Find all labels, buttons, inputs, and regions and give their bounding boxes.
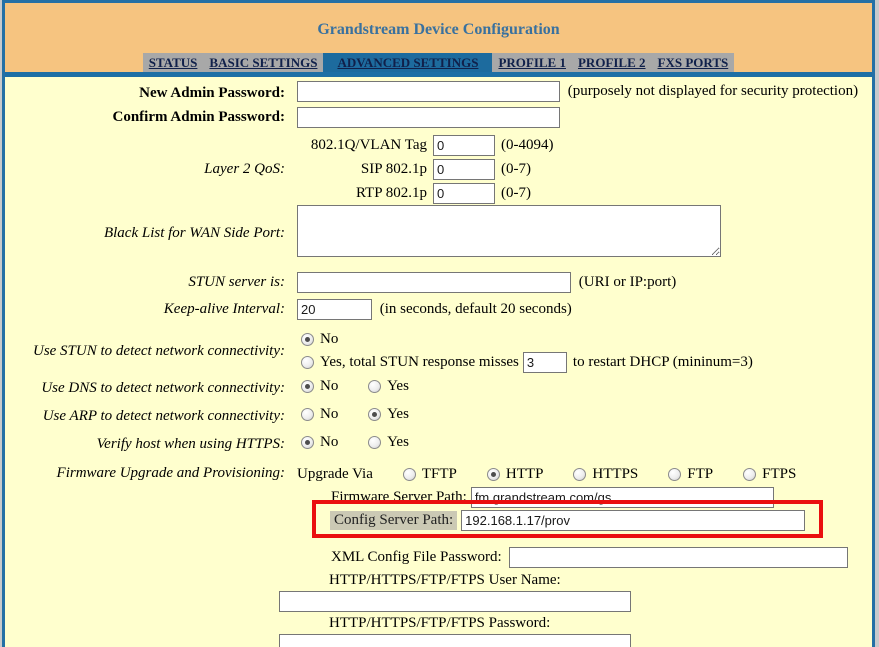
xml-config-password-field — [289, 547, 872, 568]
new-admin-password-row — [5, 81, 872, 102]
stun-server-label: STUN server is: — [188, 274, 285, 290]
sip-8021p-hint: (0-7) — [501, 161, 531, 177]
radio-icon[interactable] — [668, 468, 681, 481]
stun-server-input[interactable] — [297, 272, 571, 293]
use-stun-yes-suffix: to restart DHCP (mininum=3) — [572, 354, 753, 370]
upgrade-via-ftp-option[interactable] — [668, 466, 713, 483]
xml-config-password-input[interactable] — [509, 547, 848, 568]
upgrade-via-https-label: HTTPS — [592, 465, 639, 482]
http-password-field — [289, 615, 872, 647]
rtp-8021p-subrow — [297, 183, 860, 204]
confirm-admin-password-field — [289, 107, 872, 128]
rtp-8021p-label: RTP 802.1p — [355, 185, 427, 201]
upgrade-via-http-option[interactable] — [487, 466, 544, 483]
keep-alive-field — [289, 299, 872, 320]
use-dns-no-option[interactable] — [301, 378, 338, 395]
use-arp-row — [5, 406, 872, 426]
http-password-row — [5, 615, 872, 647]
vlan-tag-hint: (0-4094) — [501, 137, 554, 153]
http-username-input[interactable] — [279, 591, 631, 612]
layer2-qos-row — [5, 135, 872, 204]
verify-host-yes-option[interactable] — [368, 434, 409, 451]
keep-alive-input[interactable] — [297, 299, 372, 320]
use-stun-no-label: No — [320, 331, 339, 347]
xml-config-password-row — [5, 547, 872, 568]
sip-8021p-input[interactable] — [433, 159, 495, 180]
page-header — [5, 3, 872, 72]
verify-host-no-label: No — [320, 434, 339, 450]
http-password-input[interactable] — [279, 634, 631, 647]
use-stun-yes-line — [297, 352, 860, 373]
sip-8021p-label: SIP 802.1p — [360, 161, 427, 177]
advanced-settings-form — [5, 77, 872, 647]
upgrade-via-https-option[interactable] — [573, 466, 638, 483]
black-list-field — [289, 205, 872, 262]
radio-icon[interactable] — [368, 380, 381, 393]
use-stun-label: Use STUN to detect network connectivity: — [32, 342, 285, 359]
confirm-admin-password-label: Confirm Admin Password: — [112, 109, 285, 125]
radio-icon[interactable] — [301, 356, 314, 369]
use-stun-no-line — [297, 329, 860, 350]
tab-bar-wrap — [5, 53, 872, 72]
new-admin-password-field — [289, 81, 872, 102]
stun-server-hint: (URI or IP:port) — [578, 273, 677, 290]
upgrade-via-label: Upgrade Via — [297, 465, 373, 482]
tab-profile-2[interactable]: PROFILE 2 — [577, 54, 646, 70]
tab-fxs-ports[interactable]: FXS PORTS — [657, 54, 729, 70]
verify-host-field — [289, 434, 872, 454]
verify-host-label: Verify host when using HTTPS: — [96, 435, 285, 452]
radio-icon[interactable] — [573, 468, 586, 481]
http-username-label: HTTP/HTTPS/FTP/FTPS User Name: — [329, 572, 561, 588]
use-stun-row — [5, 329, 872, 373]
layer2-qos-label: Layer 2 QoS: — [204, 161, 285, 177]
xml-config-password-label: XML Config File Password: — [331, 548, 502, 565]
radio-icon[interactable] — [301, 436, 314, 449]
sip-8021p-subrow — [297, 159, 860, 180]
firmware-upgrade-label: Firmware Upgrade and Provisioning: — [56, 465, 285, 481]
use-stun-yes-option[interactable] — [301, 354, 519, 371]
keep-alive-label: Keep-alive Interval: — [163, 301, 285, 317]
radio-icon[interactable] — [368, 408, 381, 421]
http-password-label: HTTP/HTTPS/FTP/FTPS Password: — [329, 615, 551, 631]
rtp-8021p-hint: (0-7) — [501, 185, 531, 201]
verify-host-no-option[interactable] — [301, 434, 338, 451]
radio-icon[interactable] — [403, 468, 416, 481]
new-admin-password-label: New Admin Password: — [139, 85, 285, 101]
use-stun-field — [289, 329, 872, 373]
use-arp-label: Use ARP to detect network connectivity: — [42, 407, 285, 424]
use-dns-yes-option[interactable] — [368, 378, 409, 395]
vlan-tag-label: 802.1Q/VLAN Tag — [310, 137, 427, 153]
tab-basic-settings[interactable]: BASIC SETTINGS — [209, 54, 318, 70]
use-arp-yes-option[interactable] — [368, 406, 409, 423]
use-stun-no-option[interactable] — [301, 331, 338, 348]
firmware-server-path-label: Firmware Server Path: — [331, 488, 467, 505]
tab-bar — [143, 53, 734, 72]
layer2-qos-field — [289, 135, 872, 204]
stun-misses-input[interactable] — [523, 352, 567, 373]
confirm-admin-password-input[interactable] — [297, 107, 560, 128]
http-username-row — [5, 572, 872, 612]
keep-alive-hint: (in seconds, default 20 seconds) — [379, 300, 572, 317]
radio-icon[interactable] — [368, 436, 381, 449]
use-dns-label: Use DNS to detect network connectivity: — [41, 379, 285, 396]
upgrade-via-tftp-label: TFTP — [421, 465, 457, 482]
stun-server-field — [289, 272, 872, 293]
radio-icon[interactable] — [301, 380, 314, 393]
firmware-server-path-line — [297, 486, 860, 508]
radio-icon[interactable] — [487, 468, 500, 481]
config-server-path-line — [297, 509, 860, 531]
black-list-textarea[interactable] — [297, 205, 721, 257]
use-arp-no-label: No — [320, 406, 339, 422]
firmware-server-path-input[interactable] — [471, 487, 774, 508]
upgrade-via-ftp-label: FTP — [687, 465, 714, 482]
device-configuration-page — [2, 0, 875, 647]
confirm-admin-password-row — [5, 107, 872, 128]
new-admin-password-input[interactable] — [297, 81, 560, 102]
verify-host-yes-label: Yes — [387, 434, 409, 450]
vlan-tag-input[interactable] — [433, 135, 495, 156]
tab-advanced-settings[interactable]: ADVANCED SETTINGS — [323, 53, 492, 72]
use-dns-row — [5, 378, 872, 398]
upgrade-via-ftps-option[interactable] — [743, 466, 796, 483]
verify-host-row — [5, 434, 872, 454]
use-stun-yes-label: Yes, total STUN response misses — [320, 354, 519, 370]
use-arp-no-option[interactable] — [301, 406, 338, 423]
new-admin-password-hint: (purposely not displayed for security protection) — [567, 82, 859, 99]
use-arp-field — [289, 406, 872, 426]
radio-icon[interactable] — [743, 468, 756, 481]
black-list-row — [5, 205, 872, 262]
firmware-upgrade-field — [289, 463, 872, 532]
page-title: Grandstream Device Configuration — [317, 21, 560, 38]
config-server-path-label: Config Server Path: — [330, 511, 457, 530]
upgrade-via-line — [297, 463, 860, 485]
use-dns-yes-label: Yes — [387, 378, 409, 394]
use-dns-field — [289, 378, 872, 398]
black-list-label: Black List for WAN Side Port: — [103, 225, 285, 241]
stun-server-row — [5, 272, 872, 293]
tab-status[interactable]: STATUS — [148, 54, 198, 70]
upgrade-via-ftps-label: FTPS — [762, 465, 797, 482]
http-username-field — [289, 572, 872, 612]
upgrade-via-http-label: HTTP — [505, 465, 544, 482]
radio-icon[interactable] — [301, 333, 314, 346]
radio-icon[interactable] — [301, 408, 314, 421]
keep-alive-row — [5, 299, 872, 320]
tab-profile-1[interactable]: PROFILE 1 — [498, 54, 566, 70]
firmware-upgrade-row — [5, 463, 872, 532]
upgrade-via-tftp-option[interactable] — [403, 466, 457, 483]
vlan-tag-subrow — [297, 135, 860, 156]
rtp-8021p-input[interactable] — [433, 183, 495, 204]
use-dns-no-label: No — [320, 378, 339, 394]
config-server-path-input[interactable] — [461, 510, 805, 531]
use-arp-yes-label: Yes — [387, 406, 409, 422]
